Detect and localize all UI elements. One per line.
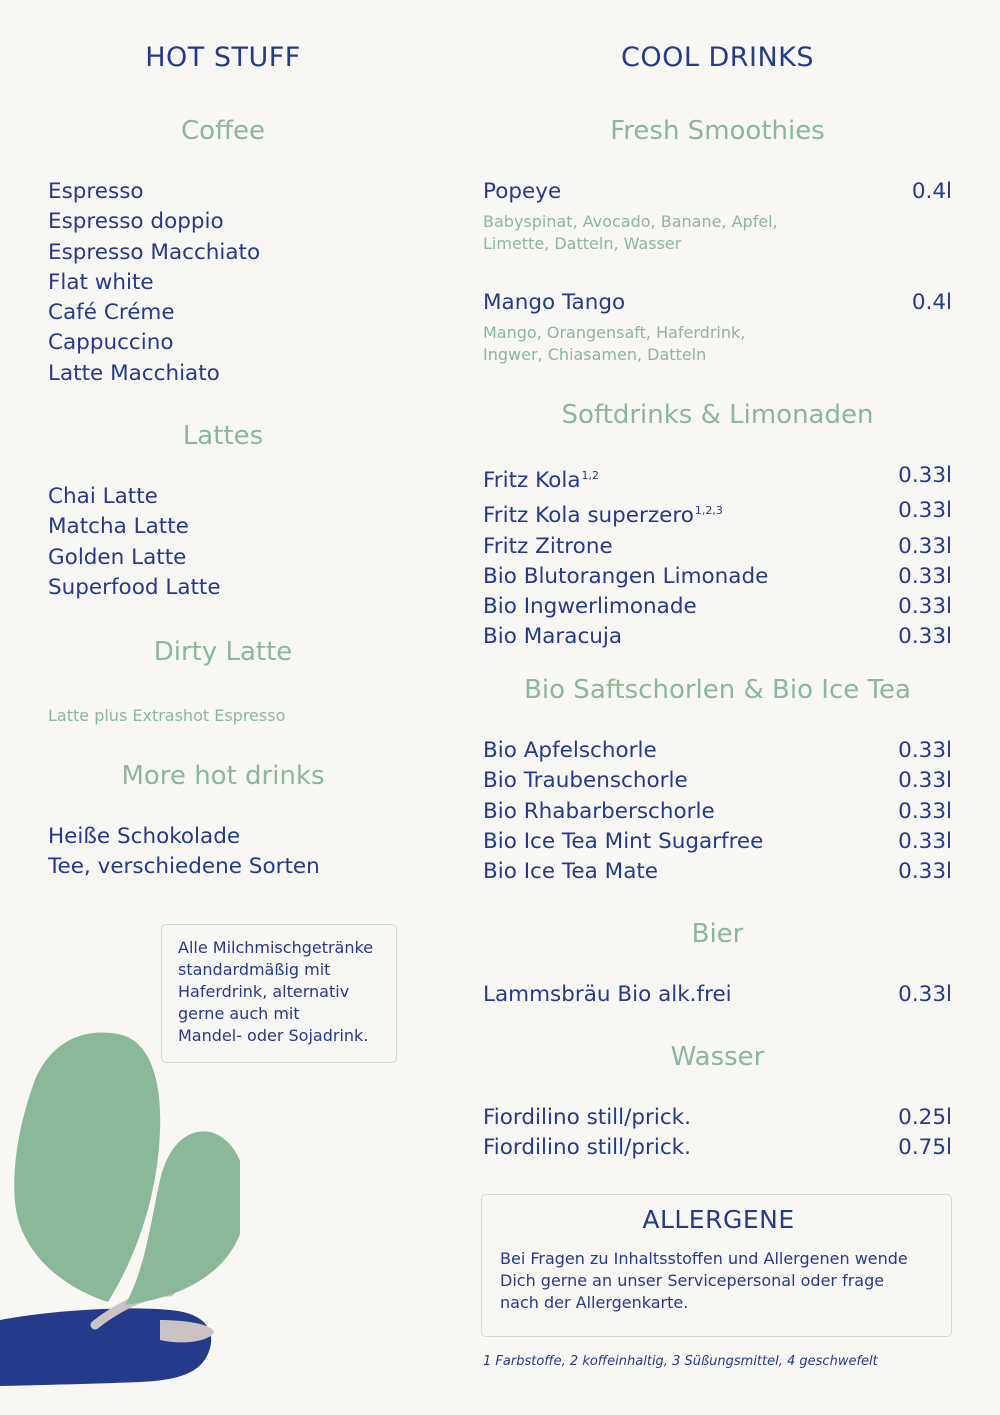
menu-item: Matcha Latte xyxy=(48,514,189,540)
coffee-section-title: Coffee xyxy=(181,116,265,146)
menu-row xyxy=(483,496,952,531)
drink-size: 0.33l xyxy=(898,738,952,763)
menu-row xyxy=(483,461,952,496)
allergene-text-line: Dich gerne an unser Servicepersonal oder frage xyxy=(500,1271,885,1290)
smoothie-item xyxy=(483,288,952,366)
coffee-list xyxy=(48,177,260,389)
drink-ingredients: Ingwer, Chiasamen, Datteln xyxy=(483,345,707,365)
menu-item: Espresso doppio xyxy=(48,209,224,235)
drink-name: Bio Ice Tea Mint Sugarfree xyxy=(483,828,764,854)
drink-name: Fiordilino still/prick. xyxy=(483,1105,691,1130)
drink-ingredients: Mango, Orangensaft, Haferdrink, xyxy=(483,323,746,343)
menu-row xyxy=(483,736,952,766)
drink-name: Fritz Kola superzero xyxy=(483,503,694,529)
allergene-text-line: Bei Fragen zu Inhaltsstoffen und Allergenen wende xyxy=(500,1249,908,1268)
drink-name: Bio Ice Tea Mate xyxy=(483,859,659,885)
drink-name: Fiordilino still/prick. xyxy=(483,1135,691,1161)
drink-size: 0.33l xyxy=(898,594,952,620)
lattes-list xyxy=(48,482,221,603)
drink-name: Mango Tango xyxy=(483,290,626,315)
menu-item: Superfood Latte xyxy=(48,574,221,600)
allergene-title: ALLERGENE xyxy=(642,1205,795,1234)
menu-row xyxy=(483,532,952,562)
large-leaf-shape xyxy=(14,1033,160,1302)
drink-name: Bio Traubenschorle xyxy=(483,768,688,794)
smoothie-item xyxy=(483,177,952,255)
menu-item: Espresso Macchiato xyxy=(48,239,261,265)
lattes-section-title: Lattes xyxy=(182,421,264,451)
dirty-latte-section-title: Dirty Latte xyxy=(153,637,293,667)
wasser-section-title: Wasser xyxy=(670,1042,765,1072)
menu-item: Chai Latte xyxy=(48,484,158,509)
more-hot-drinks-section-title: More hot drinks xyxy=(121,761,325,791)
dirty-latte-description: Latte plus Extrashot Espresso xyxy=(48,706,286,725)
cool-drinks-title: COOL DRINKS xyxy=(620,42,815,73)
hot-stuff-title: HOT STUFF xyxy=(145,42,301,73)
drink-name: Bio Apfelschorle xyxy=(483,738,657,763)
schorlen-list xyxy=(483,736,952,887)
drink-size: 0.33l xyxy=(898,768,952,794)
drink-name: Bio Maracuja xyxy=(483,624,623,650)
softdrinks-section-title: Softdrinks & Limonaden xyxy=(561,400,874,430)
drink-name: Lammsbräu Bio alk.frei xyxy=(483,982,732,1007)
drink-size: 0.33l xyxy=(898,798,952,824)
menu-row xyxy=(483,622,952,652)
note-line: Mandel- oder Sojadrink. xyxy=(178,1026,369,1045)
menu-item: Latte Macchiato xyxy=(48,360,220,386)
menu-item: Heiße Schokolade xyxy=(48,824,241,849)
allergen-superscript: 1,2,3 xyxy=(694,504,723,518)
menu-row xyxy=(483,1103,952,1133)
more-hot-drinks-list xyxy=(48,822,320,883)
note-line: Alle Milchmischgetränke xyxy=(178,938,374,957)
drink-size: 0.33l xyxy=(898,463,952,488)
drink-size: 0.33l xyxy=(898,533,952,559)
bier-section-title: Bier xyxy=(691,919,744,949)
note-line: gerne auch mit xyxy=(178,1004,300,1023)
menu-item: Golden Latte xyxy=(48,544,187,570)
smoothies-section-title: Fresh Smoothies xyxy=(610,116,825,146)
menu-row xyxy=(483,980,952,1010)
menu-item: Cappuccino xyxy=(48,330,174,356)
drink-size: 0.33l xyxy=(898,624,952,650)
drink-name: Bio Ingwerlimonade xyxy=(483,594,697,620)
allergen-superscript: 1,2 xyxy=(581,469,599,482)
drink-name: Popeye xyxy=(483,179,562,204)
drink-name: Fritz Kola xyxy=(483,468,581,493)
note-line: standardmäßig mit xyxy=(178,960,331,979)
menu-row xyxy=(483,857,952,887)
allergene-text-line: nach der Allergenkarte. xyxy=(500,1293,689,1312)
menu-item: Flat white xyxy=(48,269,154,295)
drink-size: 0.75l xyxy=(898,1135,952,1161)
menu-row xyxy=(483,562,952,592)
menu-row xyxy=(483,827,952,857)
drink-size: 0.33l xyxy=(898,828,952,854)
drink-size: 0.33l xyxy=(898,498,952,524)
softdrinks-list xyxy=(483,461,952,653)
drink-ingredients: Babyspinat, Avocado, Banane, Apfel, xyxy=(483,212,778,232)
milk-alternatives-note xyxy=(161,924,397,1063)
drink-name: Bio Rhabarberschorle xyxy=(483,798,715,824)
drink-name: Fritz Zitrone xyxy=(483,533,613,559)
menu-item: Espresso xyxy=(48,179,144,204)
drink-size: 0.33l xyxy=(898,859,952,885)
drink-size: 0.25l xyxy=(898,1105,952,1130)
menu-row xyxy=(483,592,952,622)
bier-list xyxy=(483,980,952,1010)
plant-illustration xyxy=(0,1020,240,1415)
allergen-footnote: 1 Farbstoffe, 2 koffeinhaltig, 3 Süßungsmittel, 4 geschwefelt xyxy=(483,1354,878,1369)
menu-row xyxy=(483,1133,952,1163)
drink-name: Bio Blutorangen Limonade xyxy=(483,563,769,589)
drink-size: 0.4l xyxy=(911,290,952,315)
schorlen-section-title: Bio Saftschorlen & Bio Ice Tea xyxy=(524,675,911,705)
note-line: Haferdrink, alternativ xyxy=(178,982,350,1001)
menu-row xyxy=(483,797,952,827)
drink-size: 0.33l xyxy=(898,563,952,589)
drink-size: 0.33l xyxy=(898,982,952,1007)
drink-ingredients: Limette, Datteln, Wasser xyxy=(483,234,682,254)
drink-size: 0.4l xyxy=(911,179,952,204)
menu-row xyxy=(483,766,952,796)
menu-item: Café Créme xyxy=(48,300,175,326)
menu-item: Tee, verschiedene Sorten xyxy=(48,854,320,880)
allergene-box xyxy=(481,1194,952,1337)
wasser-list xyxy=(483,1103,952,1164)
